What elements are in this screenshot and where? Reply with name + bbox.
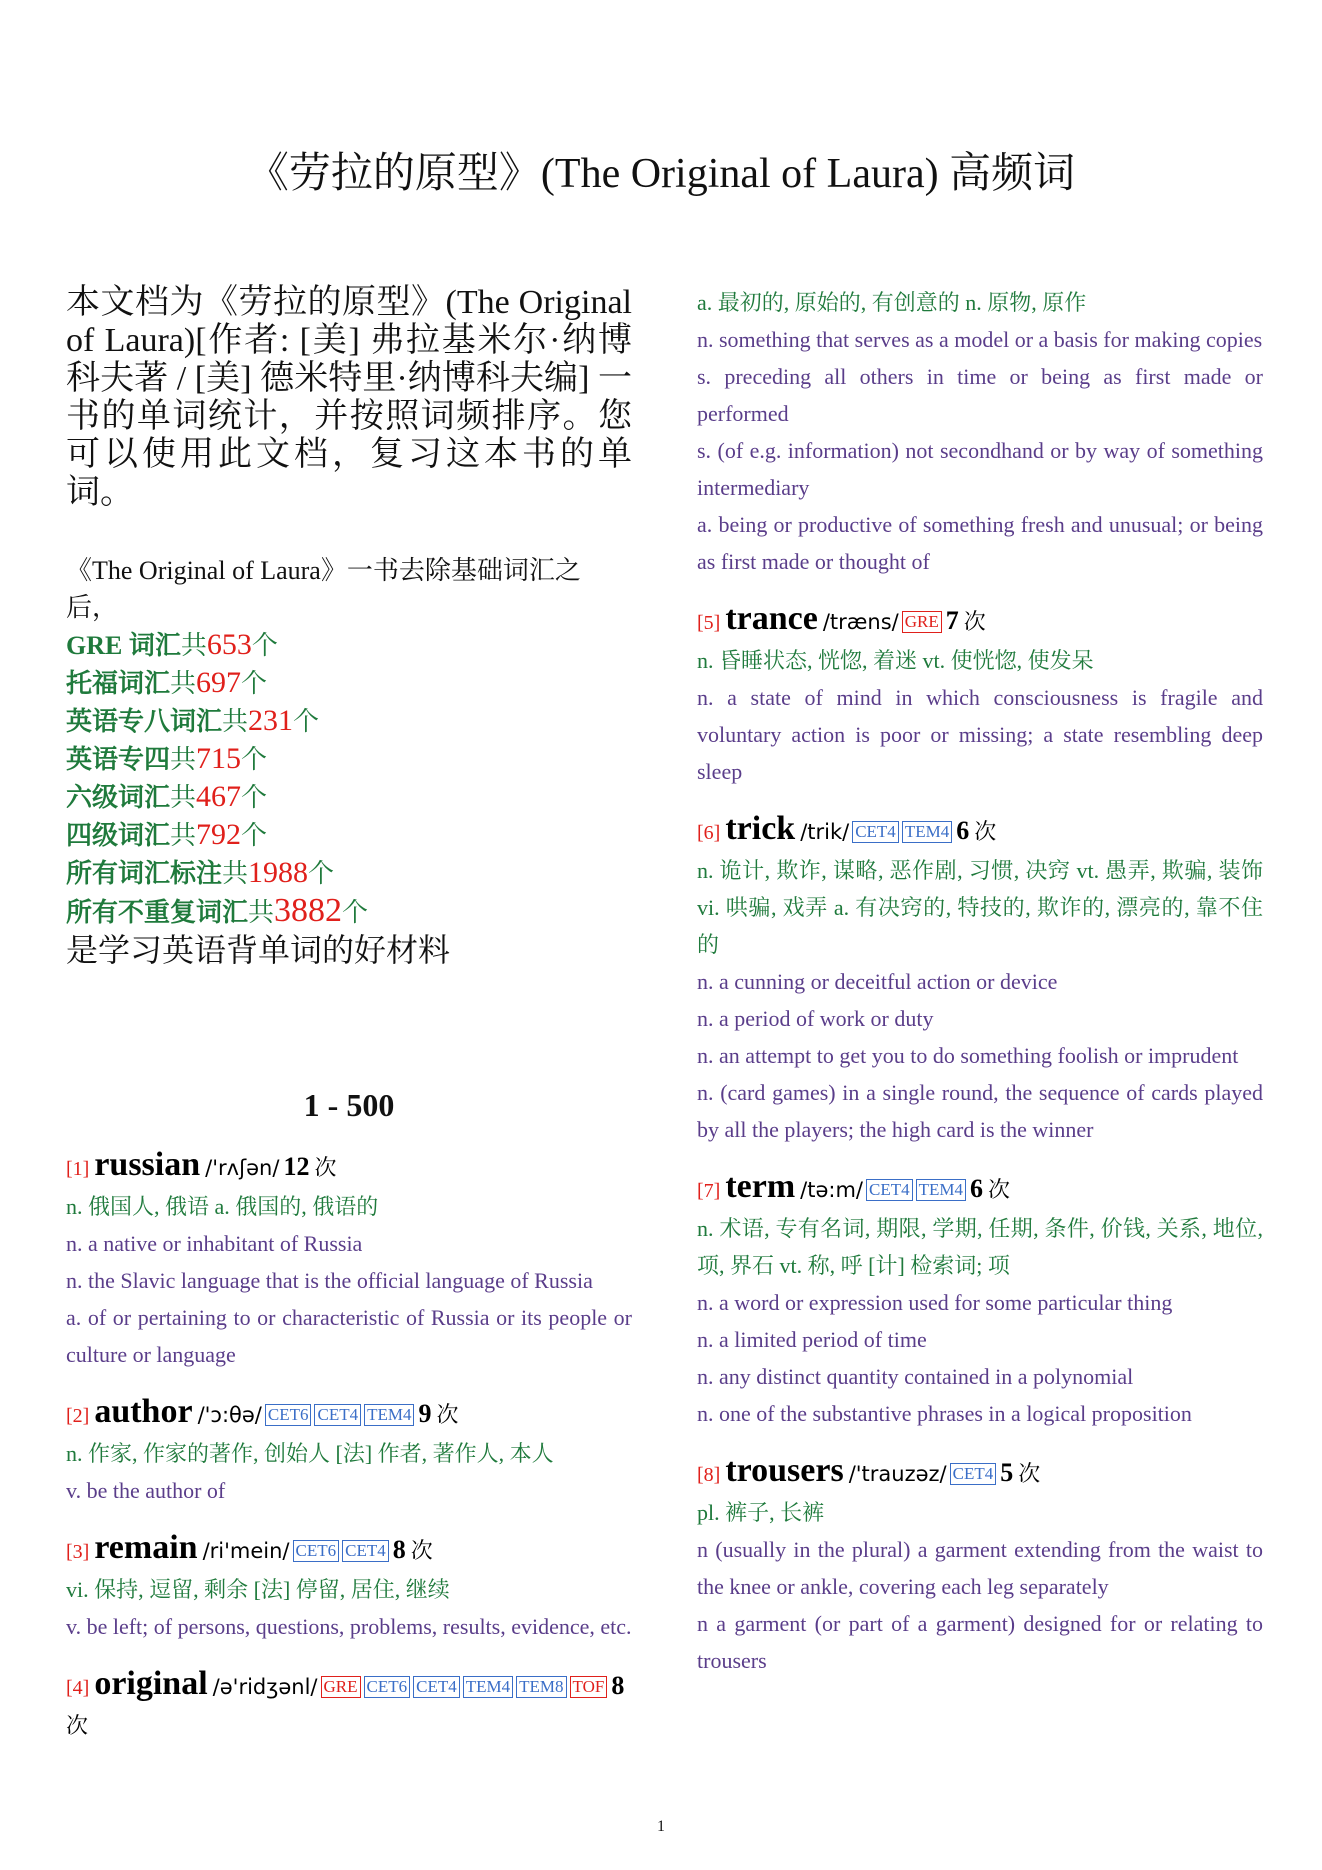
exam-tag: TEM8 [516,1676,566,1698]
stat-unit: 个 [251,631,278,660]
frequency-unit: 次 [1018,1461,1041,1486]
exam-tag: CET6 [265,1404,312,1426]
stat-number: 3882 [274,892,343,929]
stat-unit: 个 [241,745,268,774]
definition-en: n. something that serves as a model or a basis for making copies [697,327,1263,352]
stat-label: 英语专八词汇 [66,707,223,736]
left-column [66,284,632,1766]
definition-en: s. (of e.g. information) not secondhand or by way of something intermediary [697,438,1263,500]
word-entry [697,810,1263,1148]
stat-connector: 共 [170,745,197,774]
stat-row [66,778,632,816]
entry-head [66,1393,632,1435]
definition-en: a. of or pertaining to or characteristic of Russia or its people or culture or language [66,1305,632,1367]
stat-connector: 共 [222,707,249,736]
definition-en: n. a state of mind in which consciousness is fragile and voluntary action is poor or missing; a state resembling deep sleep [697,685,1263,784]
headword: russian [94,1146,201,1183]
entry-index: [7] [697,1180,721,1202]
exam-tag: TEM4 [364,1404,414,1426]
stat-unit: 个 [241,783,268,812]
headword: author [94,1393,193,1430]
intro-paragraph: 本文档为《劳拉的原型》(The Original of Laura)[作者: [美] 弗拉基米尔·纳博科夫著 / [美] 德米特里·纳博科夫编] 一书的单词统计，并按照词频排序。您可以使用此文档，复习这本书的单词。 [66,284,632,511]
definition-en: n. (card games) in a single round, the sequence of cards played by all the players; the high card is the winner [697,1080,1263,1142]
phonetic: /trik/ [800,820,850,844]
phonetic: /'rʌʃən/ [205,1156,280,1180]
stat-label: 托福词汇 [66,669,171,698]
headword: trousers [725,1452,844,1489]
exam-tag: TOF [570,1676,608,1698]
definition-en: v. be the author of [66,1478,226,1503]
definition-cn: vi. 保持, 逗留, 剩余 [法] 停留, 居住, 继续 [66,1577,450,1602]
entry-head [697,1168,1263,1210]
word-entry [66,1529,632,1645]
frequency-unit: 次 [66,1713,89,1738]
exam-tag: TEM4 [902,821,952,843]
stat-unit: 个 [293,707,320,736]
phonetic: /'trauzəz/ [848,1462,947,1486]
stat-number: 792 [196,818,242,851]
frequency-count: 9 [418,1399,432,1428]
definition-cn: pl. 裤子, 长裤 [697,1500,825,1525]
stat-unit: 个 [342,898,369,927]
headword: remain [94,1529,198,1566]
exam-tag: CET4 [314,1404,361,1426]
stat-unit: 个 [308,859,335,888]
definition-en: n. a period of work or duty [697,1006,934,1031]
phonetic: /træns/ [822,610,899,634]
phonetic: /'ɔ:θə/ [197,1403,262,1427]
entry-head [66,1529,632,1571]
exam-tag: CET4 [866,1179,913,1201]
definition-en: n. the Slavic language that is the official language of Russia [66,1268,593,1293]
frequency-count: 8 [611,1671,625,1700]
intro-subtext: 《The Original of Laura》一书去除基础词汇之后， [66,556,581,622]
stat-row [66,854,632,892]
stat-unit: 个 [241,821,268,850]
stat-number: 467 [196,780,242,813]
exam-tag: GRE [321,1676,361,1698]
frequency-unit: 次 [963,609,986,634]
definition-en: n. any distinct quantity contained in a polynomial [697,1364,1134,1389]
exam-tag: CET6 [293,1540,340,1562]
entry-index: [2] [66,1405,90,1427]
section-heading: 1 - 500 [303,1087,395,1123]
stat-row [66,816,632,854]
phonetic: /tə:m/ [800,1178,863,1202]
stat-label: 四级词汇 [66,821,171,850]
definition-en: n. a cunning or deceitful action or device [697,969,1058,994]
definition-en: n. a native or inhabitant of Russia [66,1231,363,1256]
exam-tag: GRE [902,611,942,633]
frequency-count: 7 [945,606,959,635]
stat-row [66,740,632,778]
entry-head [697,810,1263,852]
stat-label: GRE 词汇 [66,631,181,660]
stat-row [66,626,632,664]
stat-label: 所有词汇标注 [66,859,223,888]
exam-tag: CET4 [950,1463,997,1485]
entry-head [697,1452,1263,1494]
exam-tag: CET4 [413,1676,460,1698]
frequency-count: 6 [956,816,970,845]
entry-head [66,1146,632,1188]
entry-index: [1] [66,1158,90,1180]
definition-cn: n. 作家, 作家的著作, 创始人 [法] 作者, 著作人, 本人 [66,1441,554,1466]
stat-label: 英语专四 [66,745,171,774]
definition-cn: n. 诡计, 欺诈, 谋略, 恶作剧, 习惯, 决窍 vt. 愚弄, 欺骗, 装饰 vi. 哄骗, 戏弄 a. 有决窍的, 特技的, 欺诈的, 漂亮的, 靠不住的 [697,858,1263,957]
headword: trick [725,810,796,847]
stat-connector: 共 [180,631,207,660]
definition-cn: n. 俄国人, 俄语 a. 俄国的, 俄语的 [66,1194,379,1219]
entries-left [66,1146,632,1746]
entry-index: [4] [66,1677,90,1699]
stat-number: 653 [206,628,252,661]
frequency-unit: 次 [314,1155,337,1180]
stat-connector: 共 [170,669,197,698]
stat-connector: 共 [170,783,197,812]
word-entry [66,1393,632,1509]
exam-tag: TEM4 [916,1179,966,1201]
stat-number: 1988 [248,856,309,889]
definition-cn: n. 术语, 专有名词, 期限, 学期, 任期, 条件, 价钱, 关系, 地位, 项, 界石 vt. 称, 呼 [计] 检索词; 项 [697,1216,1263,1278]
entry-head [697,600,1263,642]
word-entry [66,1146,632,1373]
frequency-count: 5 [1000,1458,1014,1487]
definition-cn: n. 昏睡状态, 恍惚, 着迷 vt. 使恍惚, 使发呆 [697,648,1094,673]
stat-number: 697 [196,666,242,699]
stat-label: 所有不重复词汇 [66,898,249,927]
definition-en: n. an attempt to get you to do something foolish or imprudent [697,1043,1239,1068]
frequency-count: 6 [970,1174,983,1203]
definition-cn: a. 最初的, 原始的, 有创意的 n. 原物, 原作 [697,290,1087,315]
right-column [697,284,1263,1699]
word-entry [66,1665,632,1746]
definition-en: n a garment (or part of a garment) designed for or relating to trousers [697,1611,1263,1673]
definition-en: n. a limited period of time [697,1327,927,1352]
stat-connector: 共 [170,821,197,850]
headword: term [725,1168,796,1205]
stats-list [66,626,632,931]
definition-en: s. preceding all others in time or being as first made or performed [697,364,1263,426]
closing-text: 是学习英语背单词的好材料 [66,932,451,968]
exam-tag: TEM4 [463,1676,513,1698]
word-entry [697,600,1263,790]
exam-tag: CET4 [852,821,899,843]
frequency-count: 8 [392,1535,406,1564]
page-title: 《劳拉的原型》(The Original of Laura) 高频词 [246,151,1076,197]
headword: trance [725,600,818,637]
phonetic: /ə'ridʒənl/ [212,1675,318,1699]
frequency-count: 12 [283,1152,310,1181]
stat-row [66,702,632,740]
definition-en: n (usually in the plural) a garment extending from the waist to the knee or ankle, covering each leg separately [697,1537,1263,1599]
entry-head [66,1665,632,1746]
headword: original [94,1665,208,1702]
stat-number: 715 [196,742,242,775]
stat-connector: 共 [222,859,249,888]
frequency-unit: 次 [410,1538,433,1563]
entries-right [697,600,1263,1679]
definition-en: v. be left; of persons, questions, problems, results, evidence, etc. [66,1614,632,1639]
entry-continuation [697,284,1263,580]
frequency-unit: 次 [974,819,997,844]
entry-index: [6] [697,822,721,844]
definition-en: n. one of the substantive phrases in a logical proposition [697,1401,1192,1426]
definition-en: a. being or productive of something fresh and unusual; or being as first made or thought of [697,512,1263,574]
definition-en: n. a word or expression used for some particular thing [697,1290,1173,1315]
stat-row [66,664,632,702]
stat-number: 231 [248,704,294,737]
stat-label: 六级词汇 [66,783,171,812]
word-entry [697,1168,1263,1432]
stat-row [66,892,632,931]
word-entry [697,1452,1263,1679]
entry-index: [5] [697,612,721,634]
stat-connector: 共 [248,898,275,927]
frequency-unit: 次 [436,1402,459,1427]
exam-tag: CET6 [364,1676,411,1698]
page-number: 1 [657,1818,665,1835]
entry-index: [3] [66,1541,90,1563]
entry-index: [8] [697,1464,721,1486]
exam-tag: CET4 [342,1540,389,1562]
phonetic: /ri'mein/ [202,1539,290,1563]
frequency-unit: 次 [988,1177,1011,1202]
stat-unit: 个 [241,669,268,698]
